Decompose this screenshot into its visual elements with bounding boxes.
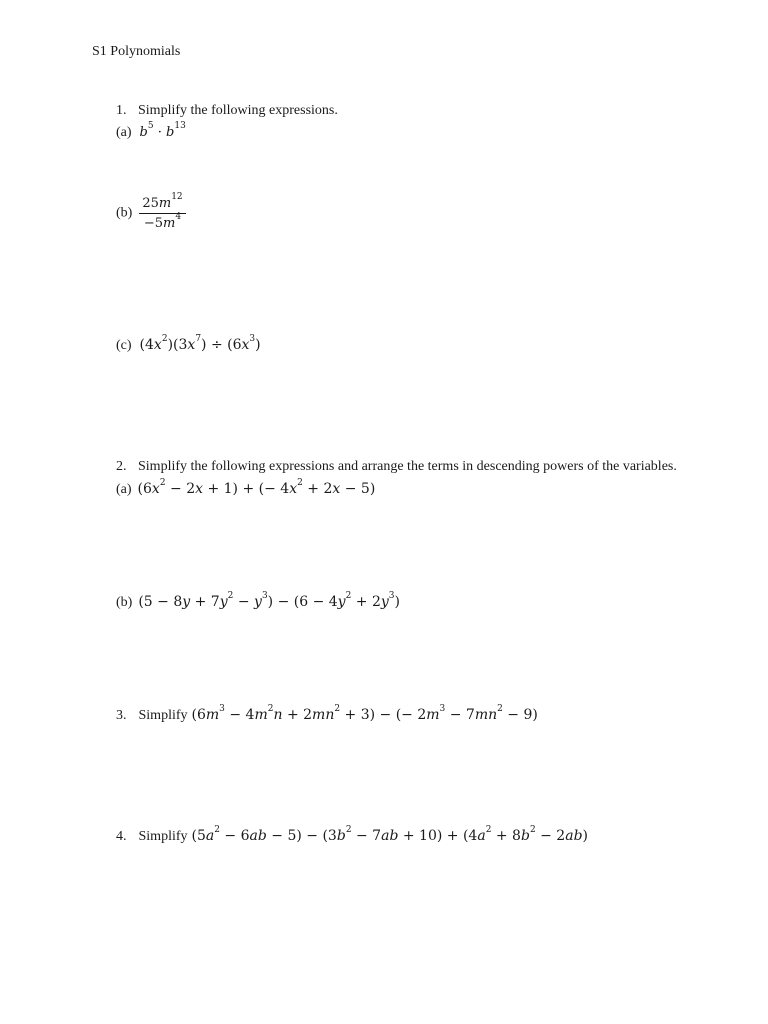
question-1b <box>116 192 186 231</box>
question-prompt: Simplify the following expressions and arrange the terms in descending powers of the variables. <box>138 459 677 474</box>
part-label: (a) <box>116 125 132 140</box>
question-2b <box>116 593 400 611</box>
question-2 <box>116 459 677 475</box>
question-number: 4. <box>116 829 127 844</box>
question-3 <box>116 706 538 724</box>
question-number: 3. <box>116 708 127 723</box>
expression-2a: $(6x^2 - 2x + 1)$ + (− $4x^2 + 2x - 5$) <box>137 478 376 497</box>
question-prompt: Simplify <box>138 829 188 844</box>
expression-1b: $\frac{25m^{12}}{-5m^4}$ <box>139 196 185 231</box>
question-4 <box>116 827 588 845</box>
question-1c <box>116 336 261 354</box>
question-2a <box>116 480 375 498</box>
question-prompt: Simplify the following expressions. <box>138 103 338 118</box>
expression-4: $(5a^2 - 6ab - 5) - (3b^2 - 7ab + 10) + (4a^2 + 8b^2 - 2ab)$ <box>191 825 588 844</box>
part-label: (b) <box>116 595 133 610</box>
question-number: 2. <box>116 459 127 474</box>
part-label: (a) <box>116 482 132 497</box>
question-1a <box>116 123 186 141</box>
question-1 <box>116 103 338 119</box>
part-label: (b) <box>116 205 133 221</box>
part-label: (c) <box>116 338 132 353</box>
expression-3: $(6m^3 - 4m^2n + 2mn^2 + 3)$ − (− $2m^3 - 7mn^2 - 9$) <box>191 704 538 723</box>
expression-2b: $(5 - 8y + 7y^2 - y^3) - (6 - 4y^2 + 2y^3)$ <box>138 591 400 610</box>
expression-1c: $(4x^2)(3x^7) \div (6x^3)$ <box>139 334 261 353</box>
page-title: S1 Polynomials <box>92 44 181 59</box>
question-prompt: Simplify <box>138 708 188 723</box>
question-number: 1. <box>116 103 127 118</box>
expression-1a: $b^5 \cdot b^{13}$ <box>139 121 186 140</box>
